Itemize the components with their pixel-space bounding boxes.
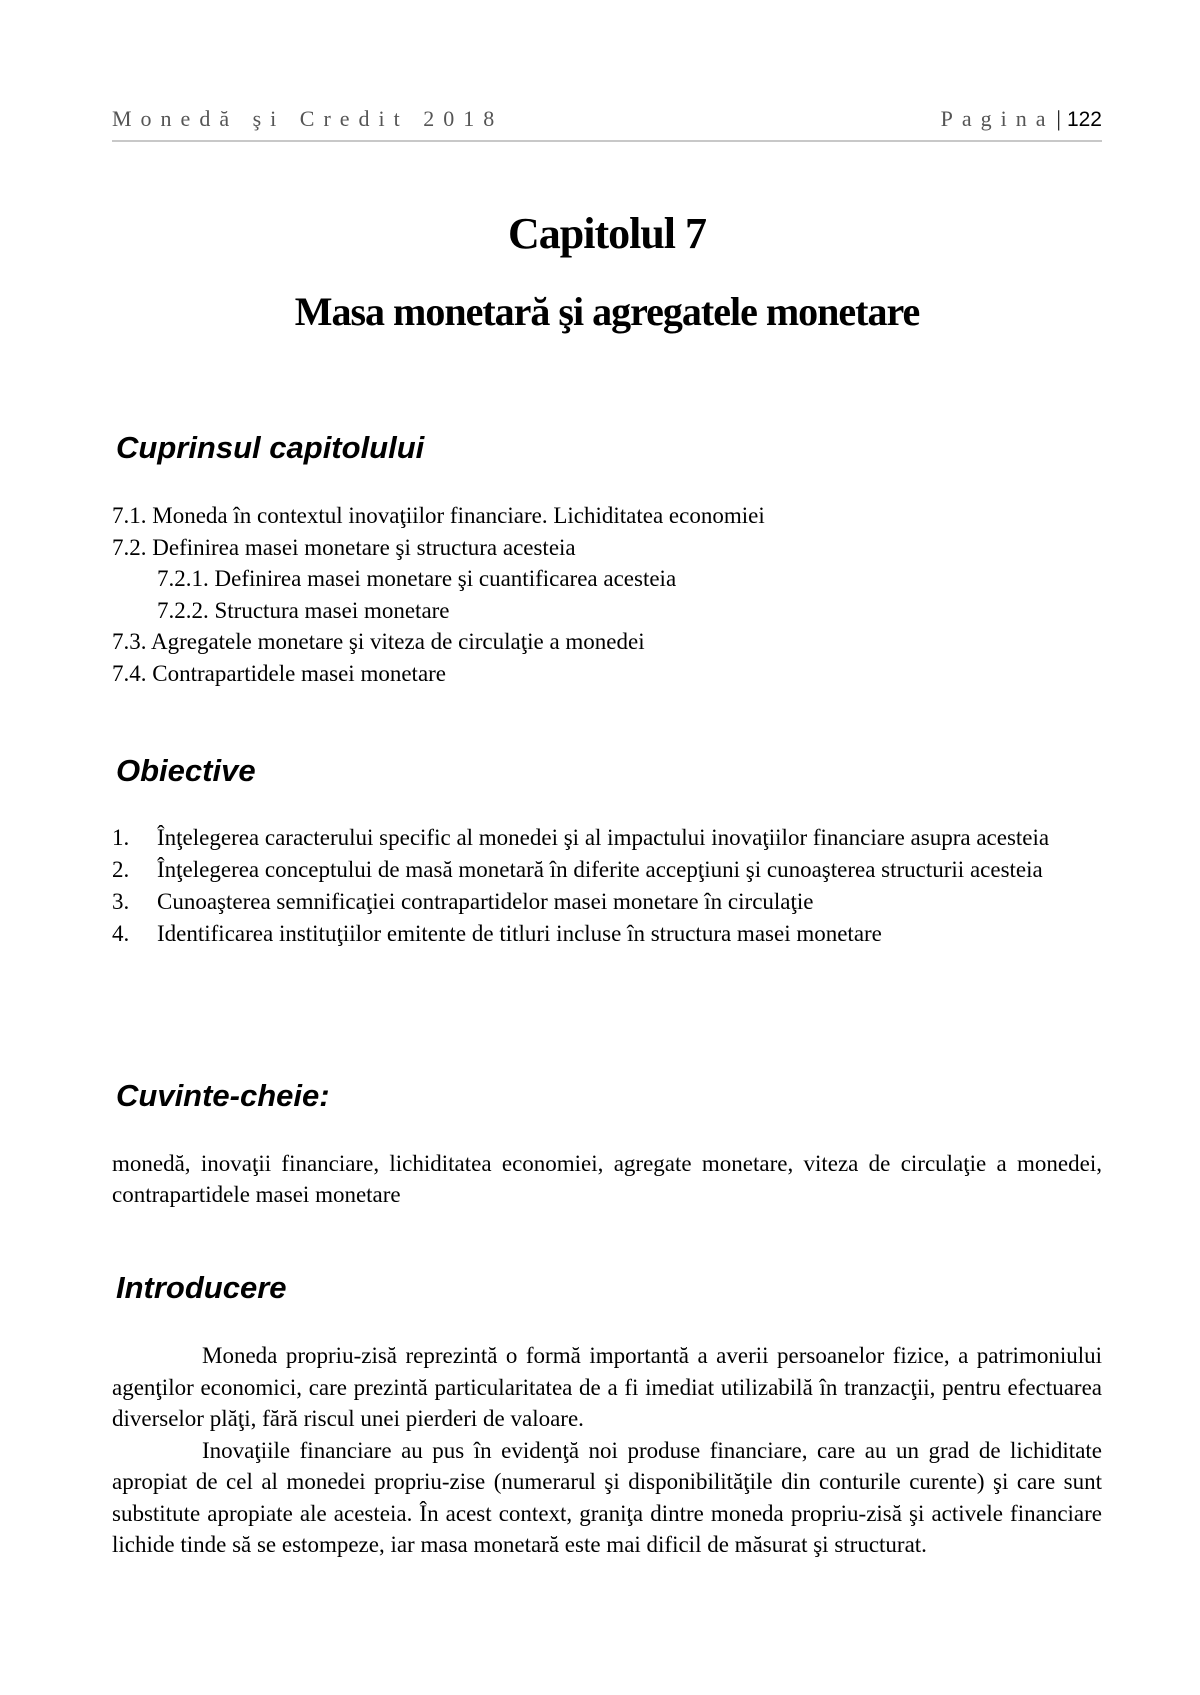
objective-item <box>112 886 1102 917</box>
header-title: Monedă şi Credit 2018 <box>112 106 504 131</box>
toc-subitem: 7.2.1. Definirea masei monetare şi cuantificarea acesteia <box>157 566 677 591</box>
toc-item: 7.4. Contrapartidele masei monetare <box>112 660 447 686</box>
contents-heading: Cuprinsul capitolului <box>116 430 425 465</box>
keywords-text: monedă, inovaţii financiare, lichiditatea economiei, agregate monetare, viteza de circulaţie a monedei, contrapartidele masei monetare <box>112 1151 1102 1207</box>
objective-item <box>112 918 1102 949</box>
objective-number: 4. <box>112 921 130 946</box>
objective-text: Înţelegerea conceptului de masă monetară în diferite accepţiuni şi cunoaşterea structurii acesteia <box>157 857 1043 882</box>
running-header <box>112 106 1102 142</box>
objective-item <box>112 854 1102 885</box>
toc-item: 7.3. Agregatele monetare şi viteza de circulaţie a monedei <box>112 629 645 654</box>
introduction-heading: Introducere <box>116 1270 287 1305</box>
intro-paragraph: Inovaţiile financiare au pus în evidenţă noi produse financiare, care au un grad de lichiditate apropiat de cel al monedei propriu-zise (numerarul şi disponibilităţile din conturile curente) şi care sunt substitute apropiate ale acesteia. În acest context, graniţa dintre moneda propriu-zisă şi activele financiare lichide tinde să se estompeze, iar masa monetară este mai dificil de măsurat şi structurat. <box>112 1437 1102 1557</box>
introduction-body <box>112 1340 1102 1561</box>
objective-text: Cunoaşterea semnificaţiei contrapartidelor masei monetare în circulaţie <box>157 889 814 914</box>
toc-item: 7.1. Moneda în contextul inovaţiilor financiare. Lichiditatea economiei <box>112 503 765 528</box>
document-page <box>112 0 1102 1695</box>
toc-item: 7.2. Definirea masei monetare şi structura acesteia <box>112 534 576 560</box>
keywords-heading: Cuvinte-cheie: <box>116 1078 330 1113</box>
page-word: Pagina <box>940 106 1055 131</box>
page-separator: | <box>1056 106 1061 131</box>
objective-number: 3. <box>112 889 130 914</box>
objective-text: Înţelegerea caracterului specific al monedei şi al impactului inovaţiilor financiare asupra acesteia <box>157 825 1050 850</box>
objective-number: 2. <box>112 857 130 882</box>
objective-number: 1. <box>112 825 130 850</box>
page-number: 122 <box>1066 108 1102 131</box>
chapter-title: Capitolul 7 <box>507 209 707 258</box>
page-indicator <box>941 106 1102 132</box>
objectives-list <box>112 822 1102 950</box>
objective-item <box>112 822 1102 853</box>
objective-text: Identificarea instituţiilor emitente de titluri incluse în structura masei monetare <box>157 921 882 946</box>
objectives-heading: Obiective <box>116 753 256 788</box>
toc-subitem: 7.2.2. Structura masei monetare <box>157 597 450 623</box>
table-of-contents <box>112 500 1102 689</box>
intro-paragraph: Moneda propriu-zisă reprezintă o formă importantă a averii persoanelor fizice, a patrimoniului agenţilor economici, care prezintă particularitatea de a fi imediat utilizabilă în tranzacţii, pentru efectuarea diverselor plăţi, fără riscul unei pierderi de valoare. <box>112 1343 1102 1431</box>
chapter-subtitle: Masa monetară şi agregatele monetare <box>294 289 920 334</box>
